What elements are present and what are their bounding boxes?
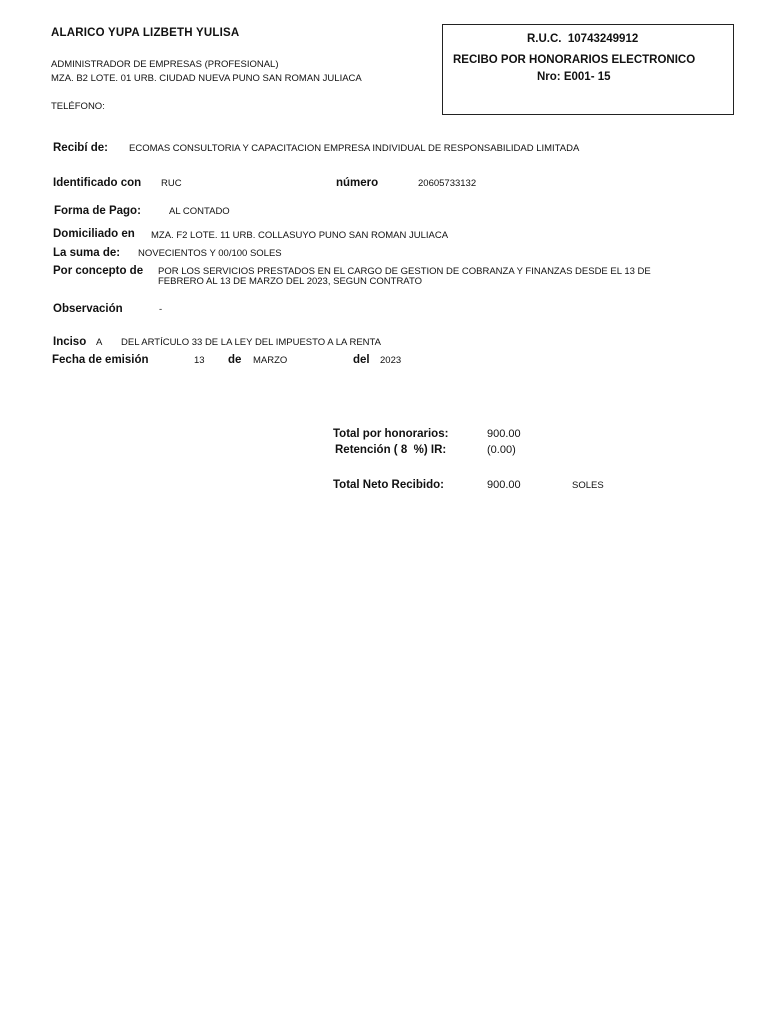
numero-value: 20605733132 <box>418 178 477 189</box>
receipt-header-box <box>442 24 734 115</box>
fecha-year: 2023 <box>380 355 402 366</box>
observacion-label: Observación <box>53 303 123 315</box>
concepto-value-line2: FEBRERO AL 13 DE MARZO DEL 2023, SEGUN CONTRATO <box>158 276 422 287</box>
retencion-label-b: %) IR: <box>413 444 447 456</box>
total-honorarios-value: 900.00 <box>487 428 521 440</box>
forma-pago-label: Forma de Pago: <box>54 205 141 217</box>
inciso-label: Inciso <box>53 336 87 348</box>
retencion-percent: 8 <box>400 444 408 456</box>
fecha-emision-label: Fecha de emisión <box>52 354 149 366</box>
identificado-label: Identificado con <box>53 177 142 189</box>
receipt-number-label: Nro: <box>537 71 561 83</box>
document-title: RECIBO POR HONORARIOS ELECTRONICO <box>453 54 696 66</box>
currency-label: SOLES <box>572 480 604 491</box>
retencion-label-a: Retención ( <box>335 444 398 456</box>
receipt-number-line <box>537 71 611 83</box>
ruc-value: 10743249912 <box>567 33 639 45</box>
inciso-text: DEL ARTÍCULO 33 DE LA LEY DEL IMPUESTO A LA RENTA <box>121 337 381 348</box>
fecha-day: 13 <box>194 355 205 366</box>
suma-value: NOVECIENTOS Y 00/100 SOLES <box>138 248 282 259</box>
concepto-value-line1: POR LOS SERVICIOS PRESTADOS EN EL CARGO DE GESTION DE COBRANZA Y FINANZAS DESDE EL 13 DE <box>158 266 651 277</box>
total-neto-value: 900.00 <box>487 479 521 491</box>
domiciliado-label: Domiciliado en <box>53 228 135 240</box>
numero-label: número <box>336 177 379 189</box>
ruc-line <box>527 33 638 45</box>
ruc-label: R.U.C. <box>527 33 562 45</box>
observacion-value: - <box>159 304 163 315</box>
issuer-profession: ADMINISTRADOR DE EMPRESAS (PROFESIONAL) <box>51 59 279 70</box>
retencion-value: (0.00) <box>487 444 516 456</box>
total-honorarios-label: Total por honorarios: <box>333 428 449 440</box>
total-neto-label: Total Neto Recibido: <box>333 479 444 491</box>
fecha-del-label: del <box>353 354 370 366</box>
concepto-label: Por concepto de <box>53 265 144 277</box>
forma-pago-value: AL CONTADO <box>169 206 230 217</box>
issuer-address: MZA. B2 LOTE. 01 URB. CIUDAD NUEVA PUNO SAN ROMAN JULIACA <box>51 73 362 84</box>
recibi-value: ECOMAS CONSULTORIA Y CAPACITACION EMPRESA INDIVIDUAL DE RESPONSABILIDAD LIMITADA <box>129 143 580 154</box>
issuer-name: ALARICO YUPA LIZBETH YULISA <box>51 27 240 39</box>
receipt-number-value: E001- 15 <box>563 71 611 83</box>
issuer-phone-label: TELÉFONO: <box>51 101 105 112</box>
retencion-label <box>335 444 446 456</box>
recibi-label: Recibí de: <box>53 142 108 154</box>
inciso-value: A <box>96 337 103 348</box>
suma-label: La suma de: <box>53 247 121 259</box>
domiciliado-value: MZA. F2 LOTE. 11 URB. COLLASUYO PUNO SAN ROMAN JULIACA <box>151 230 449 241</box>
identificado-value: RUC <box>161 178 182 189</box>
fecha-month: MARZO <box>253 355 288 366</box>
fecha-de-label: de <box>228 354 242 366</box>
